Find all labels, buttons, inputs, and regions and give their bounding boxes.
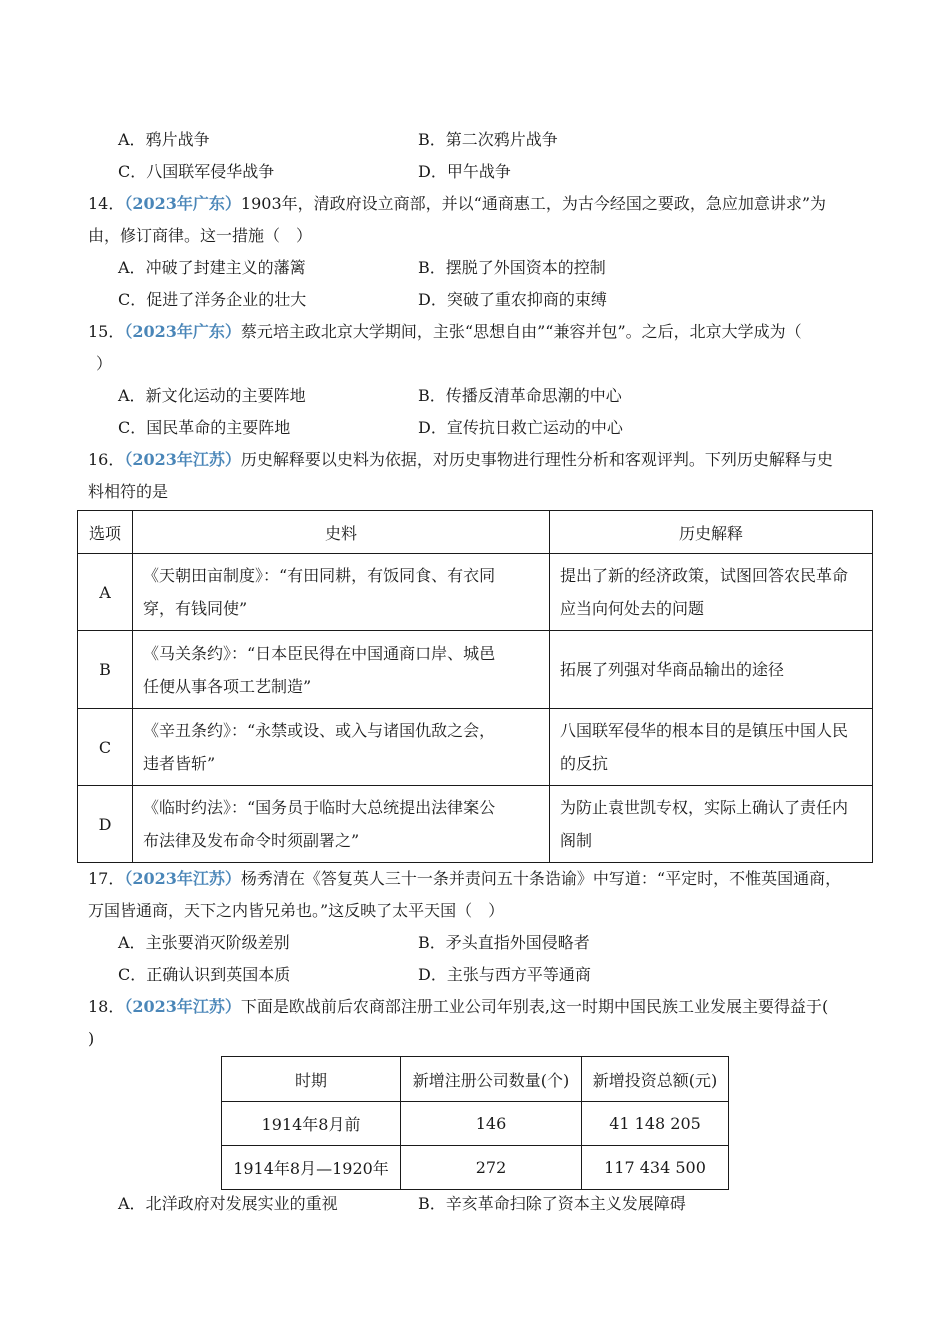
row-option: D: [78, 786, 133, 863]
q17-stem-cont: 万国皆通商，天下之内皆兄弟也。”这反映了太平天国（ ）: [88, 901, 505, 920]
cell-count: 272: [401, 1146, 582, 1190]
cell-period: 1914年8月前: [222, 1102, 401, 1146]
q16-stem-cont: 料相符的是: [88, 482, 169, 501]
header-amount: 新增投资总额(元): [582, 1057, 729, 1102]
q18-stem: 18．（2023年江苏）下面是欧战前后农商部注册工业公司年别表,这一时期中国民族工业发展主要得益于(: [88, 997, 829, 1016]
q16-stem: 16．（2023年江苏）历史解释要以史料为依据，对历史事物进行理性分析和客观评判。下列历史解释与史: [88, 450, 833, 469]
q17-option-b: B．矛头直指外国侵略者: [418, 933, 590, 952]
row-source: 《马关条约》：“日本臣民得在中国通商口岸、城邑 任便从事各项工艺制造”: [133, 631, 550, 709]
q14-stem: 14．（2023年广东）1903年，清政府设立商部，并以“通商惠工，为古今经国之要政，急应加意讲求”为: [88, 194, 827, 213]
table-row: [78, 709, 873, 786]
q17-option-d: D．主张与西方平等通商: [418, 965, 591, 984]
row-explanation: 提出了新的经济政策，试图回答农民革命 应当向何处去的问题: [550, 554, 873, 631]
q18-option-a: A．北洋政府对发展实业的重视: [118, 1194, 338, 1213]
table-header-row: [78, 511, 873, 554]
header-option: 选项: [78, 511, 133, 554]
q13-option-a: A．鸦片战争: [118, 130, 210, 149]
q15-stem: 15．（2023年广东）蔡元培主政北京大学期间，主张“思想自由”“兼容并包”。之后，北京大学成为（: [88, 322, 802, 341]
q13-option-c: C．八国联军侵华战争: [118, 162, 275, 181]
row-option: A: [78, 554, 133, 631]
header-count: 新增注册公司数量(个): [401, 1057, 582, 1102]
q13-option-b: B．第二次鸦片战争: [418, 130, 558, 149]
q18-option-b: B．辛亥革命扫除了资本主义发展障碍: [418, 1194, 686, 1213]
cell-amount: 117 434 500: [582, 1146, 729, 1190]
row-option: C: [78, 709, 133, 786]
q14-option-b: B．摆脱了外国资本的控制: [418, 258, 606, 277]
row-source: 《临时约法》：“国务员于临时大总统提出法律案公 布法律及发布命令时须副署之”: [133, 786, 550, 863]
header-period: 时期: [222, 1057, 401, 1102]
row-source: 《辛丑条约》：“永禁或设、或入与诸国仇敌之会， 违者皆斩”: [133, 709, 550, 786]
table-row: [78, 786, 873, 863]
q14-option-d: D．突破了重农抑商的束缚: [418, 290, 607, 309]
header-source: 史料: [133, 511, 550, 554]
row-source: 《天朝田亩制度》：“有田同耕，有饭同食、有衣同 穿，有钱同使”: [133, 554, 550, 631]
table-header-row: [222, 1057, 729, 1102]
q15-option-b: B．传播反清革命思潮的中心: [418, 386, 622, 405]
q14-option-a: A．冲破了封建主义的藩篱: [118, 258, 306, 277]
q15-option-c: C．国民革命的主要阵地: [118, 418, 291, 437]
row-explanation: 八国联军侵华的根本目的是镇压中国人民 的反抗: [550, 709, 873, 786]
table-row: [78, 554, 873, 631]
q14-stem-cont: 由，修订商律。这一措施（ ）: [88, 226, 313, 245]
row-explanation: 为防止袁世凯专权，实际上确认了责任内 阁制: [550, 786, 873, 863]
q15-stem-cont: ）: [96, 354, 113, 373]
cell-amount: 41 148 205: [582, 1102, 729, 1146]
q15-option-d: D．宣传抗日救亡运动的中心: [418, 418, 623, 437]
table-row: [222, 1102, 729, 1146]
table-row: [78, 631, 873, 709]
q18-table: [221, 1056, 729, 1190]
row-option: B: [78, 631, 133, 709]
q15-option-a: A．新文化运动的主要阵地: [118, 386, 306, 405]
table-row: [222, 1146, 729, 1190]
q16-table: [77, 510, 873, 863]
q13-option-d: D．甲午战争: [418, 162, 511, 181]
cell-count: 146: [401, 1102, 582, 1146]
q18-stem-cont: ): [88, 1029, 95, 1048]
q17-stem: 17．（2023年江苏）杨秀清在《答复英人三十一条并责问五十条诰谕》中写道：“平定时，不惟英国通商，: [88, 869, 842, 888]
cell-period: 1914年8月—1920年: [222, 1146, 401, 1190]
row-explanation: 拓展了列强对华商品输出的途径: [550, 631, 873, 709]
header-explanation: 历史解释: [550, 511, 873, 554]
q17-option-c: C．正确认识到英国本质: [118, 965, 291, 984]
q17-option-a: A．主张要消灭阶级差别: [118, 933, 290, 952]
q14-option-c: C．促进了洋务企业的壮大: [118, 290, 307, 309]
